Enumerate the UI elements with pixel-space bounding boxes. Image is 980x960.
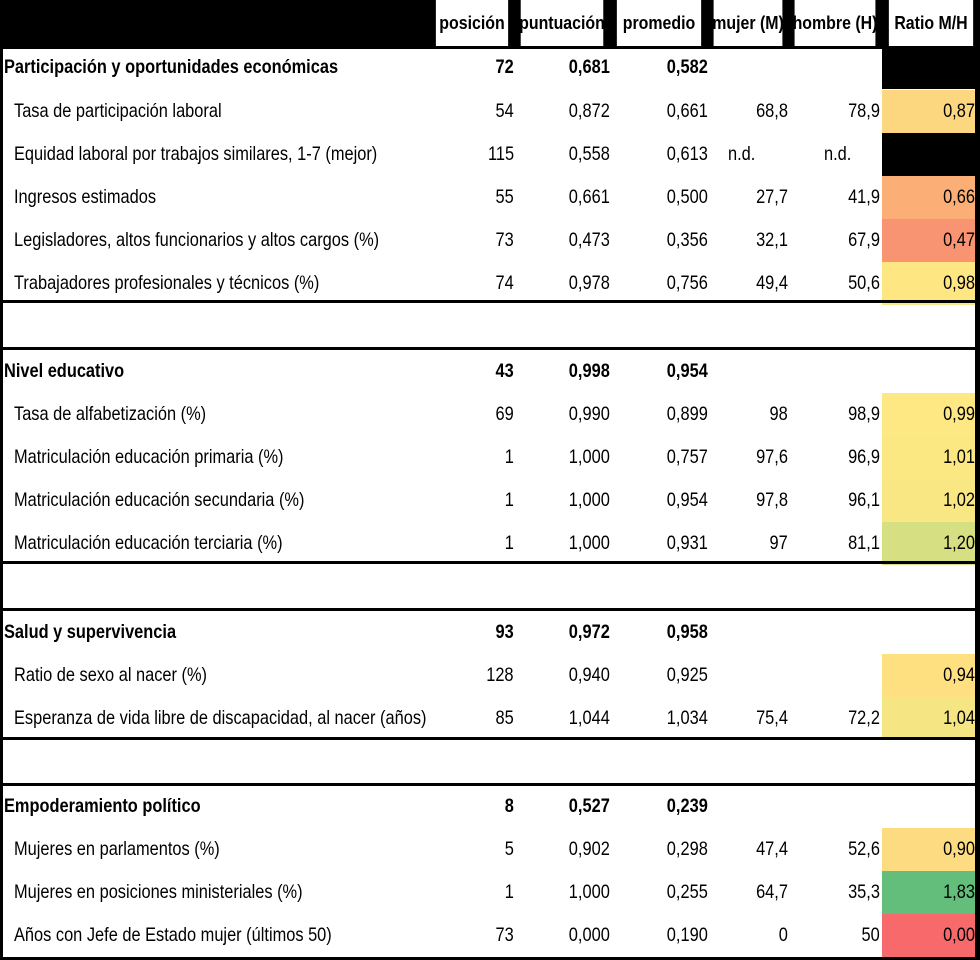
- section-title: Nivel educativo: [4, 360, 125, 382]
- table-row: [0, 262, 980, 305]
- table-row: [0, 393, 980, 436]
- table-row: [0, 871, 980, 914]
- gap-border-left: [0, 303, 3, 347]
- table-row: [0, 436, 980, 479]
- cell-posicion: 55: [495, 186, 514, 208]
- cell-mujer: [708, 654, 788, 697]
- section-posicion: 43: [495, 360, 514, 382]
- section-promedio: 0,239: [666, 795, 708, 817]
- section-border-left: [0, 347, 3, 564]
- cell-mujer: 97: [769, 532, 788, 554]
- table-row: [0, 90, 980, 133]
- section-promedio: 0,954: [666, 360, 708, 382]
- cell-ratio: 1,20: [882, 522, 980, 565]
- cell-promedio: 0,255: [666, 881, 708, 903]
- cell-posicion: 1: [504, 446, 514, 468]
- cell-puntuacion: 1,000: [568, 532, 610, 554]
- cell-posicion: 1: [504, 532, 514, 554]
- gap-border-left: [0, 564, 3, 608]
- section-border-bottom: [0, 300, 980, 303]
- section-title: Salud y supervivencia: [4, 621, 177, 643]
- cell-mujer: 97,6: [756, 446, 788, 468]
- section-border-bottom: [0, 737, 980, 740]
- indicator-label: Ratio de sexo al nacer (%): [14, 664, 208, 686]
- table-row: [0, 914, 980, 957]
- cell-puntuacion: 0,978: [568, 272, 610, 294]
- cell-puntuacion: 1,000: [568, 489, 610, 511]
- cell-promedio: 1,034: [666, 707, 708, 729]
- header-promedio: promedio: [617, 0, 701, 46]
- section-border-top: [0, 783, 980, 786]
- cell-mujer: 97,8: [756, 489, 788, 511]
- cell-mujer: n.d.: [728, 143, 756, 165]
- cell-ratio: 1,02: [882, 479, 980, 522]
- indicator-label: Matriculación educación primaria (%): [14, 446, 284, 468]
- cell-hombre: [788, 654, 880, 697]
- section-border-bottom: [0, 561, 980, 564]
- table-row: [0, 219, 980, 262]
- indicator-label: Tasa de alfabetización (%): [14, 403, 207, 425]
- cell-promedio: 0,925: [666, 664, 708, 686]
- cell-ratio: 0,90: [882, 828, 980, 871]
- cell-ratio: [882, 133, 980, 176]
- cell-promedio: 0,756: [666, 272, 708, 294]
- cell-mujer: 27,7: [756, 186, 788, 208]
- cell-posicion: 1: [504, 881, 514, 903]
- table-row: [0, 522, 980, 565]
- indicator-label: Matriculación educación terciaria (%): [14, 532, 283, 554]
- cell-ratio: 1,83: [882, 871, 980, 914]
- section-border-left: [0, 46, 3, 303]
- section-border-top: [0, 46, 980, 49]
- cell-mujer: 49,4: [756, 272, 788, 294]
- section-title: Empoderamiento político: [4, 795, 201, 817]
- cell-promedio: 0,500: [666, 186, 708, 208]
- cell-puntuacion: 1,000: [568, 446, 610, 468]
- cell-puntuacion: 0,902: [568, 838, 610, 860]
- cell-mujer: 64,7: [756, 881, 788, 903]
- cell-hombre: 96,9: [848, 446, 880, 468]
- cell-puntuacion: 0,473: [568, 229, 610, 251]
- cell-puntuacion: 0,990: [568, 403, 610, 425]
- section-promedio: 0,582: [666, 56, 708, 78]
- cell-ratio: 1,04: [882, 697, 980, 740]
- header-posicion: posición: [436, 0, 508, 46]
- section-header-row: [0, 46, 980, 90]
- cell-posicion: 73: [495, 229, 514, 251]
- cell-ratio: 0,00: [882, 914, 980, 957]
- indicator-label: Legisladores, altos funcionarios y altos cargos (%): [14, 229, 380, 251]
- section-posicion: 8: [504, 795, 514, 817]
- section-posicion: 93: [495, 621, 514, 643]
- cell-promedio: 0,954: [666, 489, 708, 511]
- section-puntuacion: 0,527: [568, 795, 610, 817]
- cell-hombre: n.d.: [824, 143, 852, 165]
- cell-puntuacion: 1,044: [568, 707, 610, 729]
- table-row: [0, 479, 980, 522]
- cell-promedio: 0,356: [666, 229, 708, 251]
- cell-posicion: 69: [495, 403, 514, 425]
- cell-hombre: 41,9: [848, 186, 880, 208]
- cell-promedio: 0,757: [666, 446, 708, 468]
- cell-promedio: 0,931: [666, 532, 708, 554]
- cell-hombre: 96,1: [848, 489, 880, 511]
- cell-ratio: 0,87: [882, 90, 980, 133]
- cell-ratio: 0,99: [882, 393, 980, 436]
- section-border-top: [0, 608, 980, 611]
- cell-hombre: 78,9: [848, 100, 880, 122]
- section-promedio: 0,958: [666, 621, 708, 643]
- cell-promedio: 0,661: [666, 100, 708, 122]
- cell-puntuacion: 0,661: [568, 186, 610, 208]
- header-row: [0, 0, 980, 46]
- indicator-label: Equidad laboral por trabajos similares, 1-7 (mejor): [14, 143, 378, 165]
- section-border-top: [0, 347, 980, 350]
- gap-border-left: [0, 740, 3, 783]
- ratio-empty-cell: [882, 46, 980, 89]
- cell-posicion: 5: [504, 838, 514, 860]
- indicator-label: Ingresos estimados: [14, 186, 157, 208]
- indicator-label: Mujeres en parlamentos (%): [14, 838, 220, 860]
- section-title: Participación y oportunidades económicas: [4, 56, 339, 78]
- cell-promedio: 0,613: [666, 143, 708, 165]
- cell-puntuacion: 0,940: [568, 664, 610, 686]
- section-posicion: 72: [495, 56, 514, 78]
- indicator-label: Mujeres en posiciones ministeriales (%): [14, 881, 303, 903]
- table-row: [0, 176, 980, 219]
- section-puntuacion: 0,681: [568, 56, 610, 78]
- cell-posicion: 128: [486, 664, 514, 686]
- cell-promedio: 0,298: [666, 838, 708, 860]
- cell-ratio: 1,01: [882, 436, 980, 479]
- cell-posicion: 54: [495, 100, 514, 122]
- section-header-row: [0, 611, 980, 655]
- section-border-left: [0, 783, 3, 960]
- cell-puntuacion: 0,000: [568, 924, 610, 946]
- section-puntuacion: 0,998: [568, 360, 610, 382]
- cell-hombre: 72,2: [848, 707, 880, 729]
- table-row: [0, 828, 980, 871]
- cell-mujer: 75,4: [756, 707, 788, 729]
- header-ratio: Ratio M/H: [889, 0, 973, 46]
- header-mujer: mujer (M): [714, 0, 783, 46]
- cell-ratio: 0,98: [882, 262, 980, 305]
- cell-posicion: 115: [487, 143, 514, 165]
- indicator-label: Esperanza de vida libre de discapacidad, al nacer (años): [14, 707, 427, 729]
- cell-hombre: 50,6: [848, 272, 880, 294]
- cell-ratio: 0,66: [882, 176, 980, 219]
- cell-puntuacion: 0,872: [568, 100, 610, 122]
- cell-hombre: 35,3: [848, 881, 880, 903]
- cell-hombre: 50: [861, 924, 880, 946]
- cell-posicion: 1: [504, 489, 514, 511]
- cell-posicion: 73: [495, 924, 514, 946]
- header-hombre: hombre (H): [795, 0, 876, 46]
- table-row: [0, 697, 980, 740]
- indicator-label: Años con Jefe de Estado mujer (últimos 50): [14, 924, 332, 946]
- section-puntuacion: 0,972: [568, 621, 610, 643]
- cell-hombre: 98,9: [848, 403, 880, 425]
- table-border-right: [975, 46, 980, 960]
- section-border-left: [0, 608, 3, 740]
- cell-posicion: 74: [495, 272, 514, 294]
- cell-mujer: 0: [778, 924, 788, 946]
- cell-mujer: 47,4: [756, 838, 788, 860]
- cell-ratio: 0,47: [882, 219, 980, 262]
- table-row: [0, 654, 980, 697]
- indicator-label: Trabajadores profesionales y técnicos (%): [14, 272, 320, 294]
- cell-mujer: 98: [769, 403, 788, 425]
- header-puntuacion: puntuación: [521, 0, 604, 46]
- cell-mujer: 32,1: [756, 229, 788, 251]
- cell-hombre: 81,1: [848, 532, 880, 554]
- cell-hombre: 67,9: [848, 229, 880, 251]
- cell-hombre: 52,6: [848, 838, 880, 860]
- cell-ratio: 0,94: [882, 654, 980, 697]
- cell-mujer: 68,8: [756, 100, 788, 122]
- table-row: [0, 133, 980, 176]
- cell-puntuacion: 1,000: [568, 881, 610, 903]
- cell-promedio: 0,190: [666, 924, 708, 946]
- cell-posicion: 85: [495, 707, 514, 729]
- section-header-row: [0, 785, 980, 829]
- section-header-row: [0, 350, 980, 394]
- cell-puntuacion: 0,558: [568, 143, 610, 165]
- indicator-label: Matriculación educación secundaria (%): [14, 489, 305, 511]
- indicator-label: Tasa de participación laboral: [14, 100, 222, 122]
- cell-promedio: 0,899: [666, 403, 708, 425]
